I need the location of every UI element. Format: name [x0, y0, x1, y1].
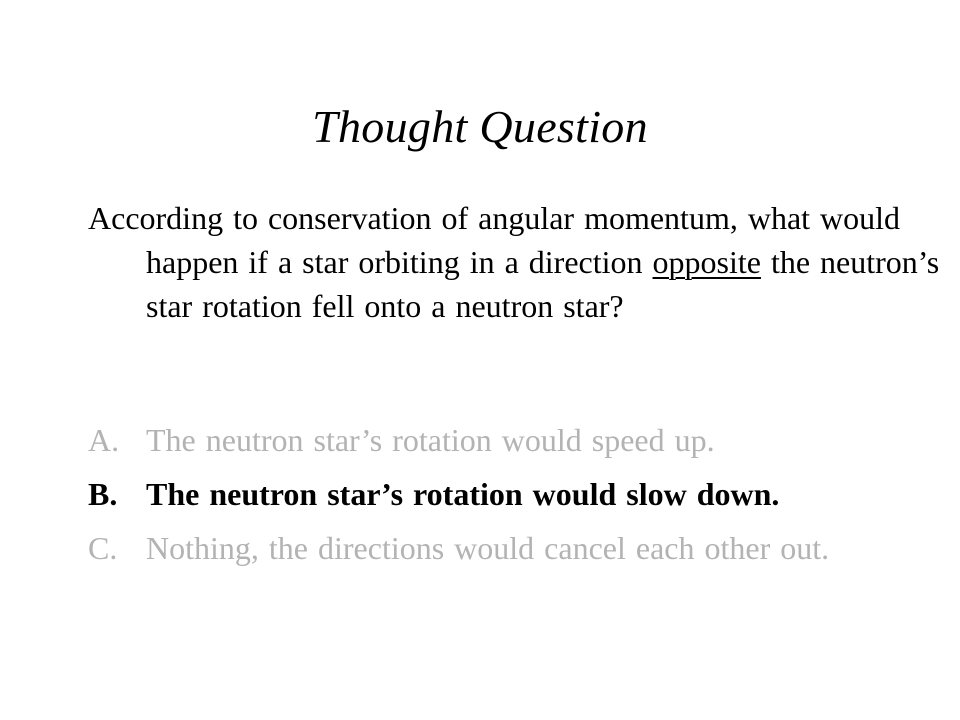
question-underlined-word: opposite — [652, 244, 761, 280]
option-b-letter: B. — [88, 476, 118, 512]
option-a-letter: A. — [88, 422, 120, 458]
option-c-letter: C. — [88, 530, 118, 566]
question-text-start: According to conservation of angular momentum, what would happen if a star orbiting in a direction — [88, 200, 901, 280]
option-c-text: Nothing, the directions would cancel each other out. — [146, 530, 830, 566]
option-c — [88, 526, 888, 570]
option-a-text: The neutron star’s rotation would speed up. — [146, 422, 715, 458]
slide-title: Thought Question — [312, 101, 648, 152]
option-b-text: The neutron star’s rotation would slow down. — [146, 476, 780, 512]
option-a — [88, 418, 888, 462]
option-b — [88, 472, 888, 516]
question-text-end: the neutron’s star rotation fell onto a neutron star? — [146, 244, 940, 324]
question-text — [88, 196, 946, 328]
answer-options — [88, 418, 888, 580]
